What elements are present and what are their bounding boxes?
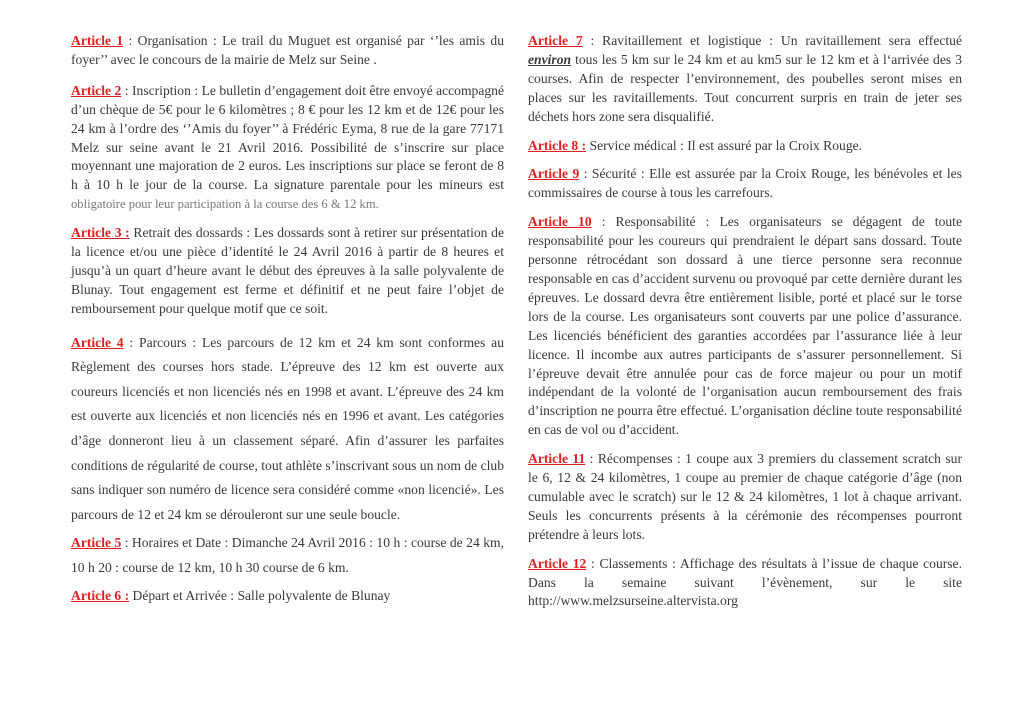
article-3-text: Retrait des dossards : Les dossards sont à retirer sur présentation de la licence et/ou une pièce d’identité le 24 Avril 2016 à partir de 8 heures et jusqu’à un quart d’heure avant le début des épreuves à la salle polyvalente de Blunay. Tout engagement est ferme et définitif et ne peut faire l’objet de remboursement pour quelque motif que ce soit. (71, 225, 504, 316)
article-12 (528, 555, 962, 612)
article-8 (528, 137, 962, 156)
article-4 (71, 331, 504, 528)
article-8-text: Service médical : Il est assuré par la Croix Rouge. (586, 137, 863, 153)
article-11-text: : Récompenses : 1 coupe aux 3 premiers du classement scratch sur le 6, 12 & 24 kilomètres, 1 coupe au premier de chaque catégorie d’âge (non cumulable avec le scratch) sur le 12 & 24 kilomètres, 1 lot à chaque arrivant. Seuls les concurrents présents à la cérémonie des récompenses pourront prétendre à leurs lots. (528, 451, 962, 542)
article-11 (528, 450, 962, 545)
article-7-text-after: tous les 5 km sur le 24 km et au km5 sur le 12 km et à l‘arrivée des 3 courses. Afin de respecter l’environnement, des poubelles seront mises en places sur les ravitaillements. Tout concurrent surpris en train de jeter ses déchets hors zone sera disqualifié. (528, 51, 962, 124)
article-7-emphasis: environ (528, 51, 572, 67)
article-1 (71, 32, 504, 70)
article-6-label: Article 6 : (71, 587, 130, 603)
article-6-text: Départ et Arrivée : Salle polyvalente de Blunay (129, 587, 391, 603)
article-10-label: Article 10 (528, 214, 592, 230)
article-7-label: Article 7 (528, 33, 583, 48)
article-5 (71, 531, 504, 580)
article-5-text: : Horaires et Date : Dimanche 24 Avril 2016 : 10 h : course de 24 km, 10 h 20 : course de 12 km, 10 h 30 course de 6 km. (71, 535, 504, 576)
article-4-text: : Parcours : Les parcours de 12 km et 24 km sont conformes au Règlement des courses hors stade. L’épreuve des 12 km est ouverte aux coureurs licenciés et non licenciés nés en 1998 et avant. L’épreuve des 24 km est ouverte aux licenciés et non licenciés nés en 1996 et avant. Les catégories d’âge donneront lieu à un classement séparé. Afin d’assurer les parfaites conditions de régularité de course, tout athlète s’inscrivant sous un nom de club sans indiquer son numéro de licence sera considéré comme «non licencié». Les parcours de 12 et 24 km se dérouleront sur une seule boucle. (71, 334, 505, 522)
article-8-label: Article 8 : (528, 137, 587, 153)
article-10 (528, 213, 962, 440)
article-7 (528, 32, 962, 127)
article-6 (71, 587, 504, 606)
article-1-text: : Organisation : Le trail du Muguet est organisé par ‘’les amis du foyer’’ avec le concours de la mairie de Melz sur Seine . (71, 33, 504, 67)
article-5-label: Article 5 (71, 535, 122, 551)
article-10-text: : Responsabilité : Les organisateurs se dégagent de toute responsabilité pour les coureurs qui prendraient le départ sans dossard. Toute personne rétrocédant son dossard à une tierce personne sera reconnue responsable en cas d’accident survenu ou provoqué par cette dernière durant les épreuves. Le dossard devra être entièrement lisible, porté et placé sur le torse lors de la course. Les organisateurs sont couverts par une police d’assurance. Les licenciés bénéficient des garanties accordées par l’assurance liée à leur licence. Il incombe aux autres participants de s’assurer personnellement. Si l’épreuve devait être annulée pour cas de force majeur ou pour un motif indépendant de la volonté de l’organisation aucun remboursement des frais d’inscription ne pourra être effectué. L’organisation décline toute responsabilité en cas de vol ou d’accident. (528, 214, 962, 438)
article-4-label: Article 4 (71, 334, 124, 350)
article-2 (71, 82, 504, 214)
article-12-label: Article 12 (528, 555, 587, 571)
article-2-text: : Inscription : Le bulletin d’engagement doit être envoyé accompagné d’un chèque de 5€ pour le 6 kilomètres ; 8 € pour les 12 km et de 12€ pour les 24 km à l’ordre des ‘’Amis du foyer’’ à Frédéric Eyma, 8 rue de la gare 77171 Melz sur seine avant le 21 Avril 2016. Possibilité de s’inscrire sur place moyennant une majoration de 2 euros. Les inscriptions sur place se feront de 8 h à 10 h le jour de la course. La signature parentale pour les mineurs est (71, 82, 505, 193)
right-column (528, 32, 962, 611)
left-column (71, 32, 504, 606)
article-2-text-gray: obligatoire pour leur participation à la course des 6 & 12 km. (71, 197, 379, 212)
article-7-text-before: : Ravitaillement et logistique : Un ravitaillement sera effectué (582, 33, 962, 48)
article-11-label: Article 11 (528, 451, 586, 467)
article-9 (528, 165, 962, 203)
article-3-label: Article 3 : (71, 225, 130, 241)
article-2-label: Article 2 (71, 82, 122, 98)
article-12-text: : Classements : Affichage des résultats à l’issue de chaque course. Dans la semaine suivant l’évènement, sur le site http://www.melzsurseine.altervista.org (528, 555, 962, 609)
article-9-label: Article 9 (528, 166, 580, 182)
article-1-label: Article 1 (71, 33, 124, 48)
article-3 (71, 224, 504, 319)
article-9-text: : Sécurité : Elle est assurée par la Croix Rouge, les bénévoles et les commissaires de course à tous les carrefours. (528, 166, 962, 201)
